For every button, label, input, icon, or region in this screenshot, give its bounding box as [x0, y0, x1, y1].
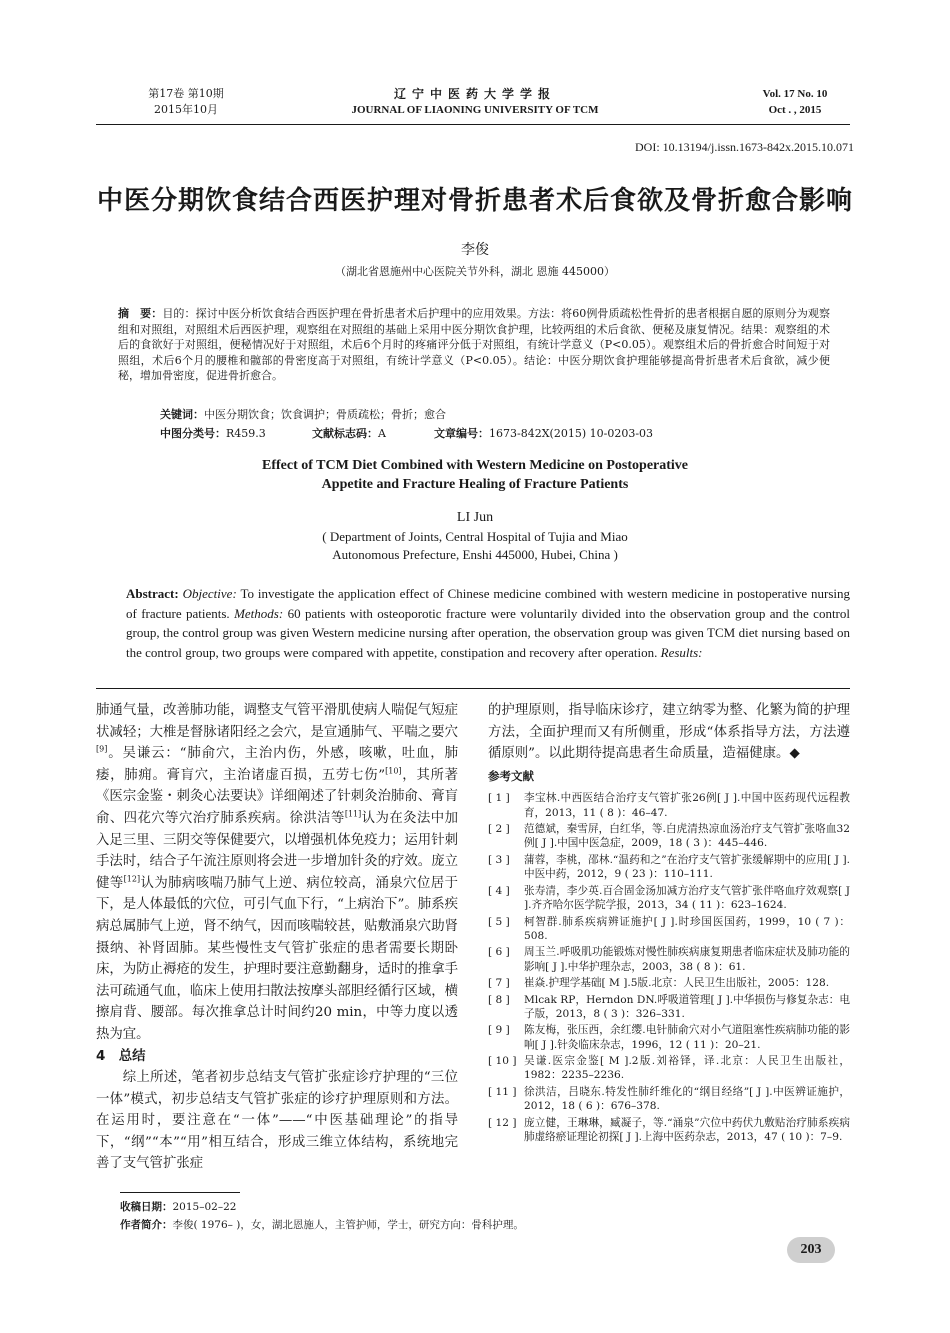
- article-title-en: [150, 456, 800, 494]
- author-affiliation-en: [0, 528, 950, 564]
- volume-issue-en: Vol. 17 No. 10: [762, 88, 828, 100]
- methods-text: 60 patients with osteoporotic fracture were voluntarily divided into the observation group and the control group, the control group was given Western medicine nursing after operation, the observation group was given TCM diet nursing based on the control group, two groups were compared with appetite, constipation and recovery after operation.: [126, 605, 850, 660]
- section-divider: [96, 688, 850, 689]
- reference-item: [ 10 ] 吴谦.医宗金鉴[ M ].2版.刘裕铎，译.北京：人民卫生出版社，1982：2235–2236.: [488, 1055, 850, 1082]
- doc-code-label: 文献标志码：: [312, 427, 378, 440]
- reference-item: [ 2 ] 范德斌，秦雪屏，白红华，等.白虎清热凉血汤治疗支气管扩张咯血32例[ J ].中国中医急症，2009，18 ( 3 )：445–446.: [488, 823, 850, 850]
- title-en-line2: Appetite and Fracture Healing of Fracture Patients: [321, 477, 629, 492]
- journal-issue-en: [740, 86, 850, 118]
- classification-line: [160, 425, 840, 441]
- citation[interactable]: [11]: [344, 809, 362, 819]
- title-en-line1: Effect of TCM Diet Combined with Western Medicine on Postoperative: [261, 458, 689, 473]
- affil-en-line1: ( Department of Joints, Central Hospital of Tujia and Miao: [322, 529, 628, 544]
- article-no-label: 文章编号：: [434, 427, 489, 440]
- objective-text: To investigate the application effect of Chinese medicine combined with western medicine in postoperative nursing of fracture patients.: [126, 586, 850, 621]
- reference-item: [ 8 ] Mlcak RP，Herndon DN.呼吸道管理[ J ].中华损伤与修复杂志：电子版，2013，8 ( 3 )：326–331.: [488, 993, 850, 1020]
- journal-name-cn: 辽宁中医药大学学报: [393, 87, 556, 101]
- clc-value: R459.3: [226, 427, 266, 440]
- reference-item: [ 3 ] 蒲蓉，李桃，邵林.“温药和之”在治疗支气管扩张缓解期中的应用[ J ].中医中药，2012，9 ( 23 )：110–111.: [488, 853, 850, 881]
- paragraph: 综上所述，笔者初步总结支气管扩张症诊疗护理的“三位一体”模式，初步总结支气管扩张症的诊疗护理原则和方法。在运用时，要注意在“一体”——“中医基础理论”的指导下，“纲”“本”“用”相互结合，形成三维立体结构，系统地完善了支气管扩张症: [96, 1070, 458, 1172]
- reference-item: [ 5 ] 柯智群.肺系疾病辨证施护[ J ].时珍国医国药，1999，10 ( 7 )：508.: [488, 915, 850, 942]
- citation[interactable]: [9]: [96, 744, 108, 754]
- issue-date: 2015年10月: [154, 103, 218, 116]
- abstract-en-label: Abstract:: [126, 586, 179, 601]
- page-number: 203: [787, 1237, 835, 1263]
- reference-item: [ 11 ] 徐洪洁，吕晓东.特发性肺纤维化的“纲目经络”[ J ].中医辨证施护，2012，18 ( 6 )：676–378.: [488, 1085, 850, 1113]
- author-name: 李俊: [461, 242, 489, 258]
- section-heading: 4 总结: [96, 1048, 146, 1064]
- abstract-cn-label: 摘 要：: [118, 307, 163, 320]
- keywords: [160, 406, 840, 422]
- reference-item: [ 4 ] 张寿清，李少英.百合固金汤加减方治疗支气管扩张伴咯血疗效观察[ J ].齐齐哈尔医学院学报，2013，34 ( 11 )：623–1624.: [488, 884, 850, 912]
- clc-label: 中图分类号：: [160, 427, 226, 440]
- journal-issue-cn: [96, 86, 276, 118]
- paragraph: 的护理原则，指导临床诊疗，建立纳零为整、化繁为简的护理方法，全面护理而又有所侧重，形成“体系指导方法，方法遵循原则”。以此期待提高患者生命质量，造福健康。◆: [488, 703, 850, 762]
- issue-date-en: Oct . , 2015: [768, 104, 822, 116]
- abstract-en: [126, 584, 850, 662]
- methods-label: Methods:: [234, 605, 284, 621]
- references-heading: 参考文献: [488, 768, 534, 783]
- results-label: Results:: [660, 644, 703, 660]
- reference-list: [488, 791, 850, 1144]
- journal-name: [300, 86, 650, 118]
- body-right-column: [488, 700, 850, 1146]
- keywords-text: 中医分期饮食；饮食调护；骨质疏松；骨折；愈合: [204, 408, 446, 421]
- doc-code-value: A: [378, 427, 386, 440]
- article-no-value: 1673-842X(2015) 10-0203-03: [489, 427, 654, 440]
- article-title: 中医分期饮食结合西医护理对骨折患者术后食欲及骨折愈合影响: [96, 186, 853, 216]
- abstract-cn: [118, 306, 830, 384]
- footnote: [120, 1198, 720, 1234]
- abstract-cn-text: 目的：探讨中医分析饮食结合西医护理在骨折患者术后护理中的应用效果。方法：将60例骨质疏松性骨折的患者根据自愿的原则分为观察组和对照组，对照组术后西医护理，观察组在对照组的基础上采用中医分期饮食护理，比较两组的术后食欲、便秘及康复情况。结果：观察组的术后的食欲好于对照组，便秘情况好于对照组，术后6个月时的疼痛评分低于对照组，有统计学意义（P<0.05）。观察组术后的骨折愈合时间短于对照组，术后6个月的腰椎和髋部的骨密度高于对照组，有统计学意义（P<0.05）。结论：中医分期饮食护理能够提高骨折患者术后食欲，减少便秘，增加骨密度，促进骨折愈合。: [118, 307, 831, 382]
- doi[interactable]: DOI: 10.13194/j.issn.1673-842x.2015.10.071: [635, 140, 854, 154]
- reference-item: [ 12 ] 庞立健，王琳琳，臧凝子，等.“涌泉”穴位中药伏九敷贴治疗肺系疾病肺虚络瘀证理论初探[ J ].上海中医药杂志，2013，47 ( 10 )：7–9.: [488, 1116, 850, 1143]
- author-bio: 作者简介：李俊( 1976– )，女，湖北恩施人，主管护师，学士，研究方向：骨科护理。: [120, 1219, 524, 1231]
- footnote-rule: [120, 1192, 240, 1193]
- reference-item: [ 1 ] 李宝林.中西医结合治疗支气管扩张26例[ J ].中国中医药现代远程教育，2013，11 ( 8 )：46–47.: [488, 792, 850, 819]
- header-rule: [96, 124, 850, 125]
- reference-item: [ 6 ] 周玉兰.呼吸肌功能锻炼对慢性肺疾病康复期患者临床症状及肺功能的影响[ J ].中华护理杂志，2003，38 ( 8 )：61.: [488, 946, 850, 973]
- paragraph: 肺通气量，改善肺功能，调整支气管平滑肌使病人喘促气短症状减轻；大椎是督脉诸阳经之会穴，是宣通肺气、平喘之要穴[9]。吴谦云：“肺俞穴，主治内伤，外感，咳嗽，吐血，肺痿，肺痈。膏肓穴，主治诸虚百损，五劳七伤”[10]，其所著《医宗金鉴・刺灸心法要诀》详细阐述了针刺灸治肺俞、膏肓俞、四花穴等穴治疗肺系疾病。徐洪洁等[11]认为在灸法中加入足三里、三阴交等保健要穴，以增强机体免疫力；运用针刺手法时，结合子午流注原则将会进一步增加针灸的疗效。庞立健等[12]认为肺病咳喘乃肺气上逆、病位较高，涌泉穴位居于下，是人体最低的穴位，可引气血下行，“上病治下”。肺系疾病总属肺气上逆，肾不纳气，因而咳喘较甚，贴敷涌泉穴助肾摄纳、补肾固肺。某些慢性支气管扩张症的患者需要长期卧床，为防止褥疮的发生，护理时要注意勤翻身，适时的推拿手法可疏通气血，临床上使用扫散法按摩头部胆经循行区域，横擦肩背、腰部。每次推拿总计时间约20 min，中等力度以透热为宜。: [96, 703, 459, 1042]
- citation[interactable]: [10]: [385, 766, 402, 776]
- reference-item: [ 7 ] 崔焱.护理学基础[ M ].5版.北京：人民卫生出版社，2005：128.: [488, 977, 830, 990]
- citation[interactable]: [12]: [123, 874, 141, 884]
- objective-label: Objective:: [182, 586, 237, 601]
- volume-issue: 第17卷 第10期: [148, 87, 224, 100]
- affil-en-line2: Autonomous Prefecture, Enshi 445000, Hubei, China ): [332, 547, 618, 562]
- journal-name-en: JOURNAL OF LIAONING UNIVERSITY OF TCM: [351, 104, 599, 116]
- reference-item: [ 9 ] 陈友梅，张压西，余红缨.电针肺俞穴对小气道阻塞性疾病肺功能的影响[ J ].针灸临床杂志，1996，12 ( 11 )：20–21.: [488, 1024, 850, 1051]
- author-name-en: LI Jun: [456, 510, 494, 525]
- received-date: 收稿日期：2015–02–22: [120, 1201, 237, 1213]
- body-left-column: [96, 700, 458, 1175]
- author-affiliation: （湖北省恩施州中心医院关节外科，湖北 恩施 445000）: [335, 265, 615, 278]
- keywords-label: 关键词：: [160, 408, 204, 421]
